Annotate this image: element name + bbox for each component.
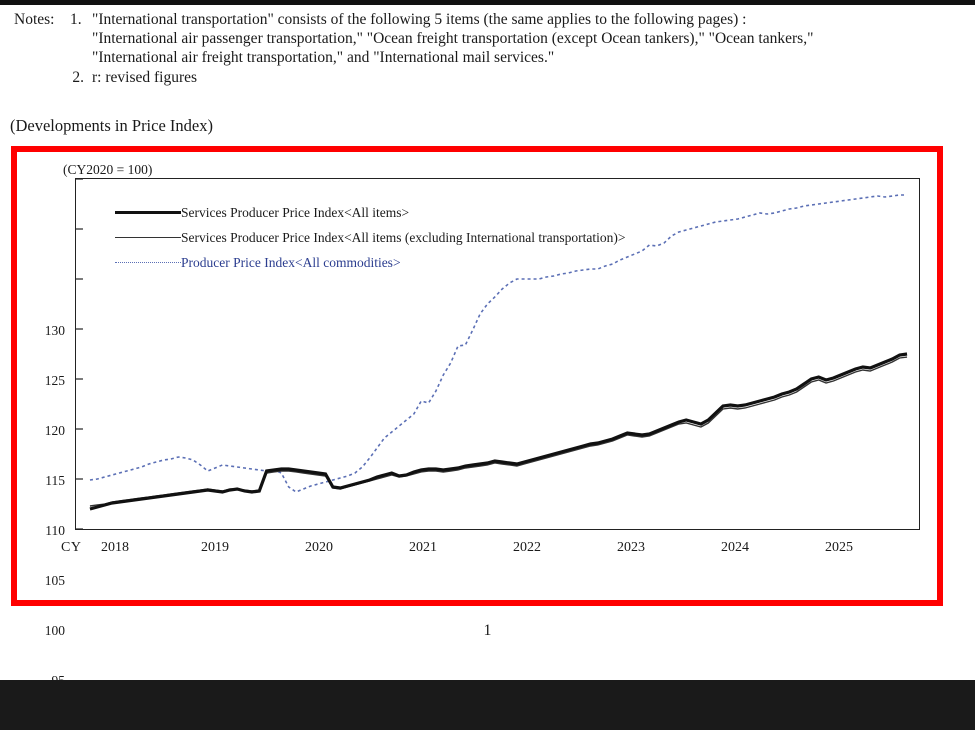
x-axis-label: CY <box>61 540 82 555</box>
legend-item-2 <box>115 225 735 250</box>
y-tick-label-110: 110 <box>45 523 65 538</box>
y-tick-label-125: 125 <box>44 373 65 388</box>
notes-item-1-number: 1. <box>70 11 82 28</box>
y-tick-label-120: 120 <box>44 423 65 438</box>
x-tick-label-2023: 2023 <box>617 540 645 555</box>
x-tick-label-2018: 2018 <box>101 540 129 555</box>
legend-item-1 <box>115 200 735 225</box>
notes-item-2-text: r: revised figures <box>92 69 198 86</box>
legend-key-dotted <box>115 256 181 270</box>
notes-item-2 <box>14 68 944 87</box>
series-sppi-all-items <box>90 354 907 509</box>
bottom-black-bar <box>0 680 975 730</box>
series-sppi-excl-intl-transport <box>90 357 907 506</box>
x-tick-label-2022: 2022 <box>513 540 541 555</box>
top-black-bar <box>0 0 975 5</box>
legend-item-3 <box>115 250 735 275</box>
section-title: (Developments in Price Index) <box>10 116 213 135</box>
x-tick-label-2021: 2021 <box>409 540 437 555</box>
y-tick-label-115: 115 <box>45 473 65 488</box>
y-tick-label-105: 105 <box>44 573 65 588</box>
legend-key-solid-thick <box>115 206 181 220</box>
chart-unit-note: (CY2020 = 100) <box>63 162 153 177</box>
x-tick-label-2024: 2024 <box>721 540 749 555</box>
notes-block <box>14 10 944 87</box>
notes-item-1-line-3: "International air freight transportation," and "International mail services." <box>92 49 555 66</box>
price-index-chart <box>17 152 937 638</box>
chart-legend <box>115 200 735 275</box>
page-number: 1 <box>483 622 492 639</box>
x-tick-label-2025: 2025 <box>825 540 853 555</box>
x-tick-label-2020: 2020 <box>305 540 333 555</box>
notes-item-1-line-1: "International transportation" consists of the following 5 items (the same applies to the following pages) : <box>92 11 747 28</box>
legend-label-1: Services Producer Price Index<All items> <box>181 204 410 220</box>
y-tick-label-100: 100 <box>44 623 65 638</box>
legend-label-3: Producer Price Index<All commodities> <box>181 254 401 270</box>
y-tick-label-130: 130 <box>44 323 65 338</box>
legend-label-2: Services Producer Price Index<All items (excluding International transportation)> <box>181 229 626 245</box>
notes-item-1 <box>14 10 944 29</box>
legend-key-solid-thin <box>115 231 181 245</box>
notes-item-1-line-2: "International air passenger transportation," "Ocean freight transportation (except Ocean tankers)," "Ocean tankers," <box>92 30 814 47</box>
notes-label: Notes: <box>14 11 55 28</box>
x-tick-label-2019: 2019 <box>201 540 229 555</box>
notes-item-2-number: 2. <box>72 69 84 86</box>
